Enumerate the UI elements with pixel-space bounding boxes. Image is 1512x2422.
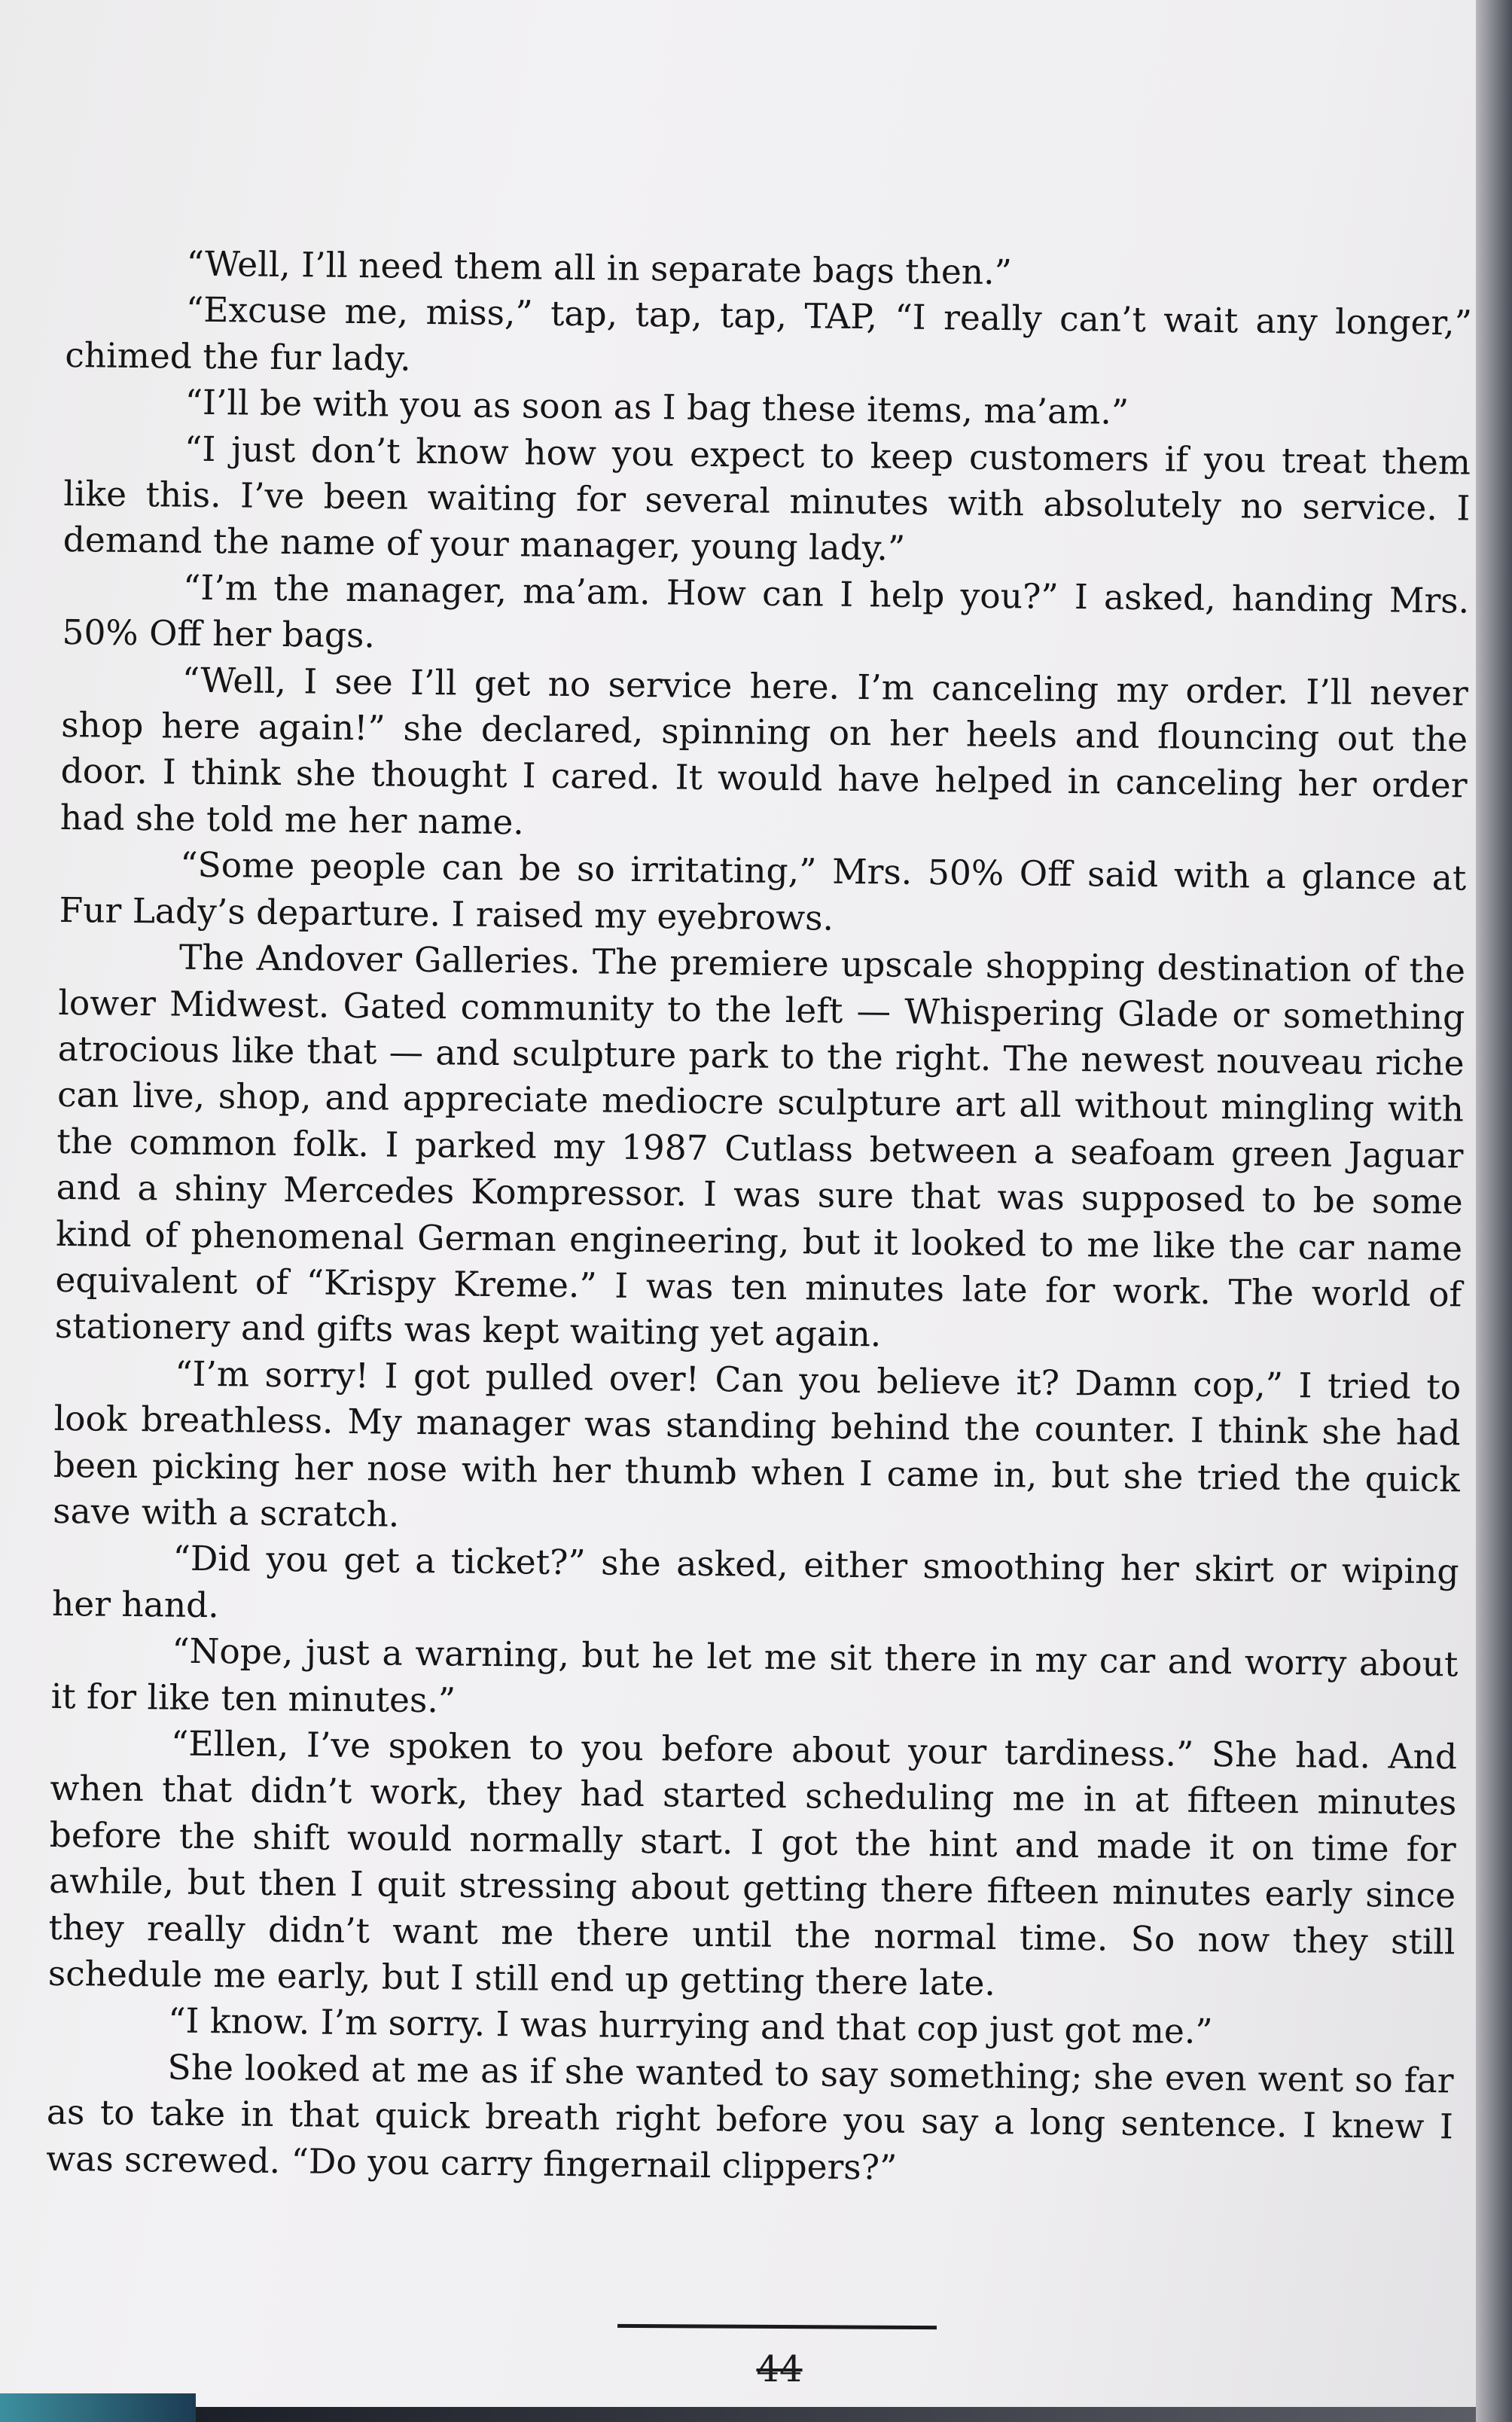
body-text: [46, 239, 1473, 2196]
page-number: 44: [756, 2348, 803, 2390]
paragraph: “I’m the manager, ma’am. How can I help you?” I asked, handing Mrs. 50% Off her bags.: [62, 567, 1470, 656]
page-edge-shadow: [1476, 0, 1512, 2422]
paragraph: “Well, I see I’ll get no service here. I’m canceling my order. I’ll never shop here again!” she declared, spinning on her heels and flouncing out the door. I think she thought I cared. It would have helped in canceling her order had she told me her name.: [59, 660, 1469, 843]
paragraph: “Well, I’ll need them all in separate bags then.”: [186, 243, 1013, 293]
paragraph: The Andover Galleries. The premiere upscale shopping destination of the lower Midwest. Gated community to the left — Whispering Glade or something atrocious like that — and sculpture park to the right. The newest nouveau riche can live, shop, and appreciate mediocre sculpture art all without mingling with the common folk. I parked my 1987 Cutlass between a seafoam green Jaguar and a shiny Mercedes Kompressor. I was sure that was supposed to be some kind of phenomenal German engineering, but it looked to me like the car name equivalent of “Krispy Kreme.” I was ten minutes late for work. The world of stationery and gifts was kept waiting yet again.: [54, 937, 1466, 1355]
background-strip: [0, 2393, 196, 2422]
paragraph: “I’m sorry! I got pulled over! Can you believe it? Damn cop,” I tried to look breathless. My manager was standing behind the counter. I think she had been picking her nose with her thumb when I came in, but she tried the quick save with a scratch.: [53, 1353, 1462, 1535]
paragraph: “Ellen, I’ve spoken to you before about your tardiness.” She had. And when that didn’t work, they had started scheduling me in at fifteen minutes before the shift would normally start. I got the hint and made it on time for awhile, but then I quit stressing about getting there fifteen minutes early since they really didn’t want me there until the normal time. So now they still schedule me early, but I still end up getting there late.: [47, 1723, 1458, 2004]
paragraph: “Did you get a ticket?” she asked, either smoothing her skirt or wiping her hand.: [51, 1538, 1459, 1626]
paragraph: “I’ll be with you as soon as I bag these items, ma’am.”: [184, 382, 1129, 433]
page-number-rule: [617, 2324, 937, 2329]
paragraph: “Excuse me, miss,” tap, tap, tap, TAP, “I really can’t wait any longer,” chimed the fur lady.: [65, 290, 1473, 379]
paragraph: She looked at me as if she wanted to say something; she even went so far as to take in that quick breath right before you say a long sentence. I knew I was screwed. “Do you carry fingernail clippers?”: [46, 2047, 1454, 2188]
background-band: [196, 2407, 1476, 2422]
paragraph: “I know. I’m sorry. I was hurrying and that cop just got me.”: [167, 2000, 1213, 2052]
paragraph: “I just don’t know how you expect to keep customers if you treat them like this. I’ve been waiting for several minutes with absolutely no service. I demand the name of your manager, young lady.”: [62, 429, 1471, 569]
paragraph: “Some people can be so irritating,” Mrs. 50% Off said with a glance at Fur Lady’s departure. I raised my eyebrows.: [59, 844, 1467, 938]
paragraph: “Nope, just a warning, but he let me sit there in my car and worry about it for like ten minutes.”: [50, 1630, 1459, 1721]
